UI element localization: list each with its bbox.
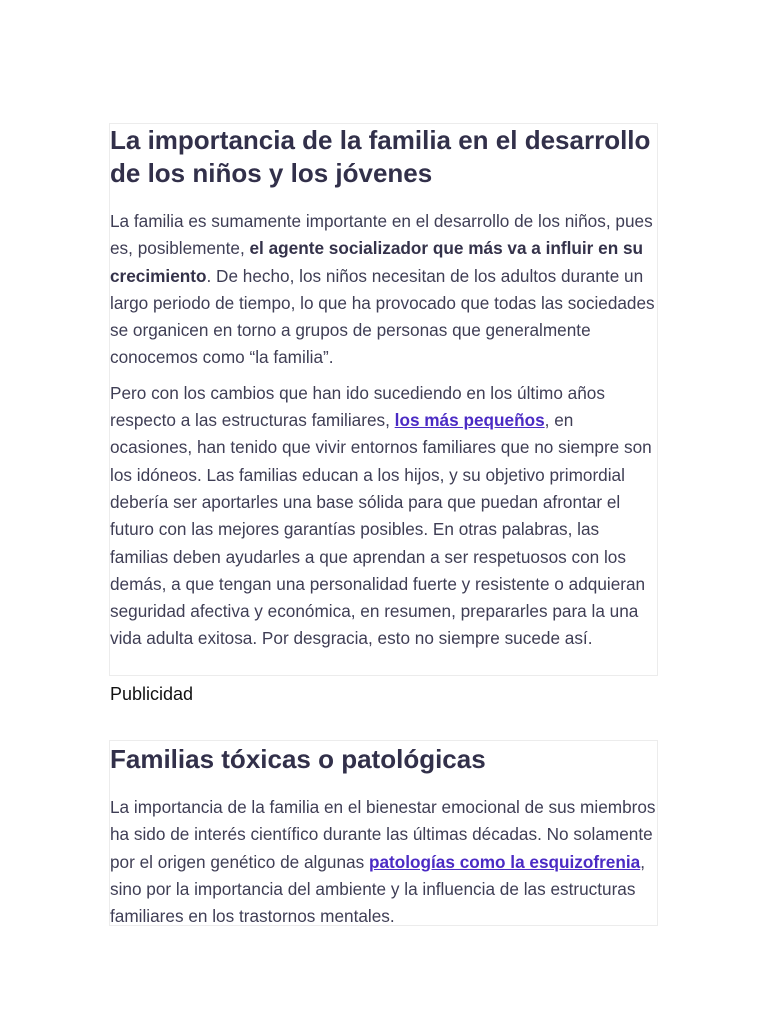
- link-los-mas-pequenos[interactable]: los más pequeños: [394, 410, 545, 431]
- link-patologias-esquizofrenia[interactable]: patologías como la esquizofrenia: [368, 851, 641, 872]
- paragraph-text: . De hecho, los niños necesitan de los adultos durante un largo periodo de tiempo, lo que ha provocado que todas las sociedades se organicen en torno a grupos de personas que generalmente conocemos como “la familia”.: [110, 265, 655, 368]
- advertisement-label: Publicidad: [110, 684, 194, 704]
- paragraph-text: , sino por la importancia del ambiente y la influencia de las estructuras familiares en los trastornos mentales.: [110, 851, 645, 927]
- paragraph: [110, 794, 656, 930]
- paragraph: [110, 380, 656, 653]
- paragraph-text: La importancia de la familia en el bienestar emocional de sus miembros ha sido de interés científico durante las últimas décadas. No solamente por el origen genético de algunas: [110, 797, 656, 872]
- paragraph-text: Pero con los cambios que han ido sucediendo en los último años respecto a las estructuras familiares,: [110, 382, 605, 431]
- bold-text: el agente socializador que más va a influir en su crecimiento: [110, 238, 644, 286]
- paragraph: [110, 208, 656, 372]
- paragraph-text: , en ocasiones, han tenido que vivir entornos familiares que no siempre son los idóneos. Las familias educan a los hijos, y su objetivo primordial debería ser aportarles una base sólida para que puedan afrontar el futuro con las mejores garantías posibles. En otras palabras, las familias deben ayudarles a que aprendan a ser respetuosos con los demás, a que tengan una personalidad fuerte y resistente o adquieran seguridad afectiva y económica, en resumen, prepararles para la una vida adulta exitosa. Por desgracia, esto no siempre sucede así.: [110, 410, 652, 649]
- paragraph-text: La familia es sumamente importante en el desarrollo de los niños, pues es, posiblemente,: [110, 211, 653, 259]
- section-heading: La importancia de la familia en el desarrollo de los niños y los jóvenes: [110, 125, 651, 188]
- article-section-family-importance: [109, 123, 658, 676]
- section-heading: Familias tóxicas o patológicas: [110, 744, 486, 774]
- article-section-toxic-families: [109, 740, 658, 926]
